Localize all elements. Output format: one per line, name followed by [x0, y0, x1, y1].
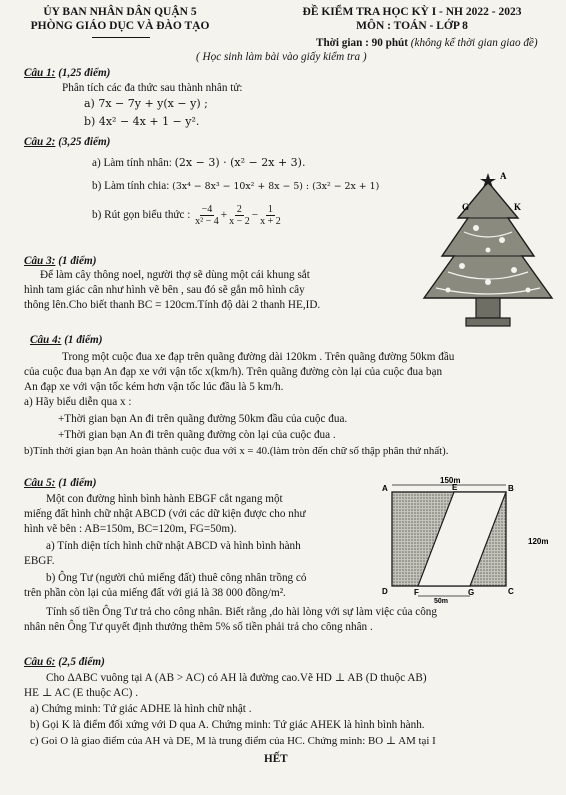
point-c: C	[508, 587, 514, 596]
authority-name: ỦY BAN NHÂN DÂN QUẬN 5	[43, 6, 197, 18]
time-line: Thời gian : 90 phút (không kể thời gian giao đề)	[316, 37, 538, 49]
q5-a1: a) Tính diện tích hình chữ nhật ABCD và hình bình hành	[46, 540, 301, 552]
instruction: ( Học sinh làm bài vào giấy kiểm tra )	[196, 51, 367, 63]
q5-c1: Tính số tiền Ông Tư trả cho công nhân. Biết rằng ,do hài lòng với sự làm việc của công	[46, 606, 437, 618]
point-d: D	[382, 587, 388, 596]
tree-label-k: K	[514, 202, 522, 212]
q5-c2: nhân nên Ông Tư quyết định thưởng thêm 5% số tiền phải trả cho công nhân .	[24, 621, 373, 633]
q4-a1: +Thời gian bạn An đi trên quãng đường 50km đầu của cuộc đua.	[58, 413, 348, 425]
tree-label-a: A	[500, 171, 507, 181]
department-name: PHÒNG GIÁO DỤC VÀ ĐÀO TẠO	[30, 20, 210, 32]
q5-a2: EBGF.	[24, 555, 55, 567]
q1-heading: Câu 1: (1,25 điểm)	[24, 67, 111, 79]
q3-heading: Câu 3: (1 điểm)	[24, 255, 97, 267]
q4-a: a) Hãy biểu diễn qua x :	[24, 396, 132, 408]
point-g: G	[468, 588, 475, 597]
q1-b: b) 4x² − 4x + 1 − y².	[84, 115, 200, 128]
q4-b: b)Tính thời gian bạn An hoàn thành cuộc đua với x = 40.(làm tròn đến chữ số thập phân thứ nhất).	[24, 445, 449, 457]
q4-a2: +Thời gian bạn An đi trên quãng đường còn lại của cuộc đua .	[58, 429, 336, 441]
q2-a: a) Làm tính nhân: (2x − 3) · (x² − 2x + 3).	[92, 156, 306, 169]
q3-line3: thông lên.Cho biết thanh BC = 120cm.Tính độ dài 2 thanh HE,ID.	[24, 299, 321, 311]
subject-line: MÔN : TOÁN - LỚP 8	[356, 20, 468, 32]
q6-heading: Câu 6: (2,5 điểm)	[24, 656, 105, 668]
q5-b2: trên phần còn lại của miếng đất với giá là 38 000 đồng/m².	[24, 587, 286, 599]
label-150m: 150m	[440, 476, 461, 485]
label-120m: 120m	[528, 537, 549, 546]
q6-line1: Cho ΔABC vuông tại A (AB > AC) có AH là đường cao.Vẽ HD ⊥ AB (D thuộc AB)	[46, 672, 427, 684]
label-50m: 50m	[434, 598, 449, 604]
q1-a: a) 7x − 7y + y(x − y) ;	[84, 97, 208, 110]
q3-line1: Để làm cây thông noel, người thợ sẽ dùng một cái khung sắt	[40, 269, 310, 281]
exam-title: ĐỀ KIỂM TRA HỌC KỲ I - NH 2022 - 2023	[302, 6, 522, 18]
point-b: B	[508, 484, 514, 493]
q2-c: b) Rút gọn biểu thức : $\frac{-4}{\text{x² − 4}}$ + $\frac{2}{x - 2}$ − $\frac{1}{x + 2}$	[92, 203, 281, 227]
q2-fraction-1: $\frac{-4}{\text{x² − 4}}$	[195, 203, 219, 227]
q4-line3: An đạp xe với vận tốc kém hơn vận tốc lúc đầu là 5 km/h.	[24, 381, 284, 393]
q5-heading: Câu 5: (1 điểm)	[24, 477, 97, 489]
q5-line3: hình vẽ bên : AB=150m, BC=120m, FG=50m).	[24, 523, 237, 535]
point-f: F	[414, 588, 419, 597]
land-figure	[378, 476, 562, 604]
tree-label-g: G	[462, 202, 470, 212]
q6-a: a) Chứng minh: Tứ giác ADHE là hình chữ nhật .	[30, 703, 252, 715]
christmas-tree-figure	[418, 170, 560, 335]
q2-b: b) Làm tính chia: (3x⁴ − 8x³ − 10x² + 8x − 5) : (3x² − 2x + 1)	[92, 180, 380, 192]
q4-line2: của cuộc đua bạn An đạp xe với vận tốc x(km/h). Trên quãng đường còn lại của cuộc đua bạn	[24, 366, 443, 378]
q4-heading: Câu 4: (1 điểm)	[30, 334, 103, 346]
q2-fraction-3: $\frac{1}{x + 2}$	[260, 203, 281, 227]
q1-prompt: Phân tích các đa thức sau thành nhân tử:	[62, 82, 243, 94]
q2-fraction-2: $\frac{2}{x - 2}$	[229, 203, 250, 227]
point-a: A	[382, 484, 388, 493]
header-rule	[92, 37, 150, 38]
q4-line1: Trong một cuộc đua xe đạp trên quãng đường dài 120km . Trên quãng đường 50km đầu	[62, 351, 455, 363]
q6-line2: HE ⊥ AC (E thuộc AC) .	[24, 687, 138, 699]
point-e: E	[452, 483, 458, 492]
q6-b: b) Gọi K là điểm đối xứng với D qua A. Chứng minh: Tứ giác AHEK là hình bình hành.	[30, 719, 425, 731]
q5-line1: Một con đường hình bình hành EBGF cắt ngang một	[46, 493, 283, 505]
q6-c: c) Goi O là giao điểm của AH và DE, M là trung điểm của HC. Chứng minh: BO ⊥ AM tại I	[30, 735, 436, 747]
q5-line2: miếng đất hình chữ nhật ABCD (với các dữ kiện được cho như	[24, 508, 306, 520]
q5-b1: b) Ông Tư (người chủ miếng đất) thuê công nhân trồng cỏ	[46, 572, 307, 584]
q3-line2: hình tam giác cân như hình vẽ bên , sau đó sẽ gắn mô hình cây	[24, 284, 305, 296]
q2-heading: Câu 2: (3,25 điểm)	[24, 136, 111, 148]
end-mark: HẾT	[264, 753, 288, 765]
